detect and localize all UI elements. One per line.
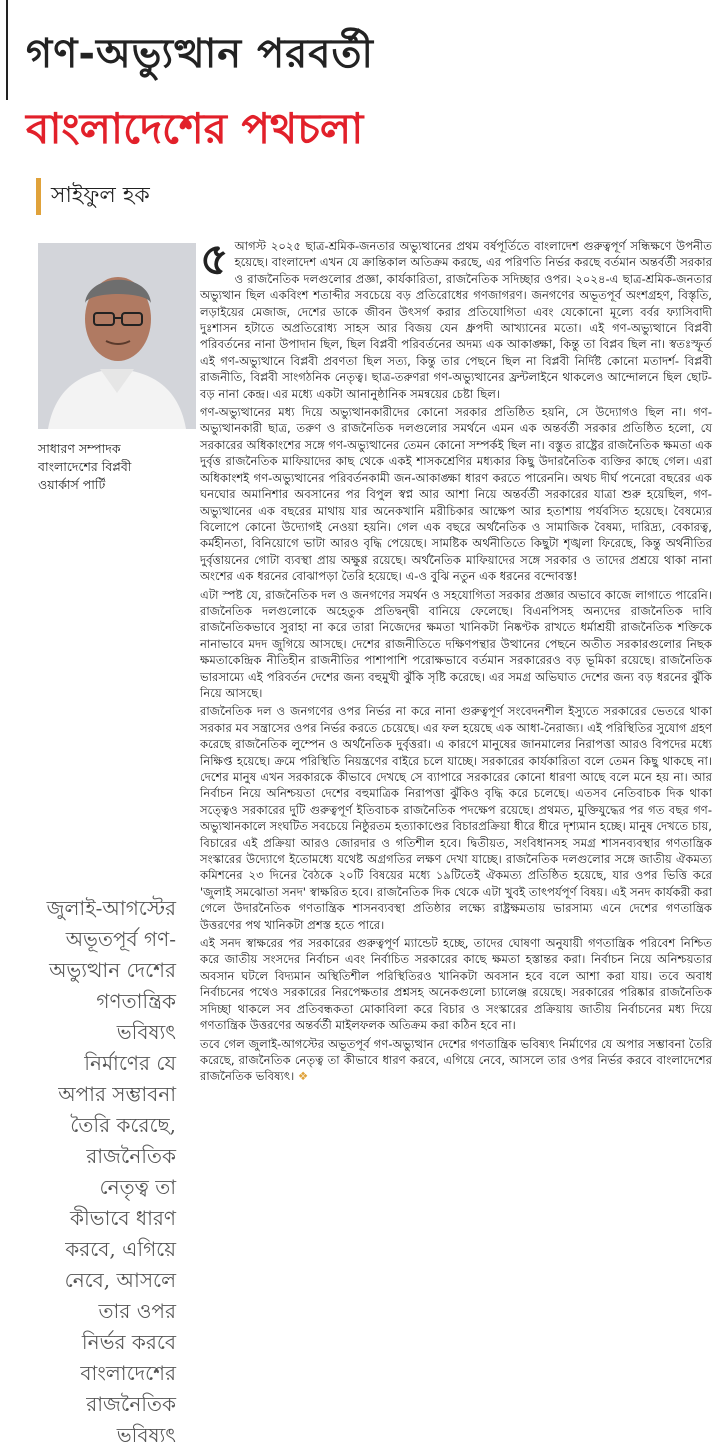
pull-quote-line: তৈরি করেছে,: [70, 1113, 176, 1137]
pull-quote-line: অপার সম্ভাবনা: [58, 1082, 176, 1106]
article-paragraph: এই সনদ স্বাক্ষরের পর সরকারের গুরুত্বপূর্ণ ম্যান্ডেট হচ্ছে, তাদের ঘোষণা অনুযায়ী গণতান্ত্রিক পরিবেশ নিশ্চিত করে জাতীয় সংসদের নির্বাচন এবং নির্বাচিত সরকারের কাছে ক্ষমতা হস্তান্তর করা। নির্বাচন নিয়ে অনিশ্চয়তার অবসান ঘটলে বিদ্যমান অস্থিতিশীল পরিস্থিতিরও খানিকটা অবসান হবে বলে আশা করা যায়। তবে অবাধ নির্বাচনের পথেও সরকারের নিরপেক্ষতার প্রশ্নসহ অনেকগুলো চ্যালেঞ্জ রয়েছে। সরকারের পরিষ্কার রাজনৈতিক সদিচ্ছা থাকলে সব প্রতিবন্ধকতা মোকাবিলা করে বিচার ও সংস্কারের প্রক্রিয়ায় জাতীয় নির্বাচনের মধ্য দিয়ে গণতান্ত্রিক উত্তরণের অন্তর্বর্তী মাইলফলক অতিক্রম করা কঠিন হবে না।: [200, 936, 712, 1033]
pull-quote-line: ভবিষ্যৎ: [116, 1020, 176, 1044]
pull-quote-line: অভূতপূর্ব গণ-: [65, 927, 176, 951]
end-of-article-icon: ❖: [297, 1069, 309, 1084]
pull-quote-line: গণতান্ত্রিক: [96, 989, 176, 1013]
designation-line: ওয়ার্কার্স পার্টি: [38, 477, 106, 492]
drop-cap: ৫: [200, 234, 229, 285]
designation-line: বাংলাদেশের বিপ্লবী: [38, 459, 132, 474]
article-paragraph: এটা স্পষ্ট যে, রাজনৈতিক দল ও জনগণের সমর্থন ও সহযোগিতা সরকার প্রজ্ঞার অভাবে কাজে লাগাতে পারেনি। রাজনৈতিক দলগুলোকে অহেতুক প্রতিদ্বন্দ্বী বানিয়ে ফেলেছে। বিএনপিসহ অন্যদের রাজনৈতিক দাবি রাজনৈতিকভাবে সুরাহা না করে তারা নিজেদের ক্ষমতা খানিকটা নিষ্কণ্টক রাখতে ধর্মাশ্রয়ী রাজনৈতিক শক্তিকে নানাভাবে মদদ জুগিয়ে আসছে। দেশের রাজনীতিতে দক্ষিণপন্থার উত্থানের পেছনে অতীত সরকারগুলোর নিছক ক্ষমতাকেন্দ্রিক নীতিহীন রাজনীতির পাশাপাশি পরোক্ষভাবে বর্তমান সরকারেরও বড় ভূমিকা রয়েছে। রাজনৈতিক ভারসাম্যে এই পরিবর্তন দেশের জন্য বহুমুখী ঝুঁকি সৃষ্টি করেছে। এর সমগ্র অভিঘাত দেশের জন্য বড় ধরনের ঝুঁকি নিয়ে আসছে।: [200, 587, 712, 700]
pull-quote-line: কীভাবে ধারণ: [69, 1206, 176, 1230]
pull-quote: [28, 893, 176, 1451]
pull-quote-line: বাংলাদেশের: [80, 1361, 176, 1385]
author-photo: [38, 243, 196, 429]
pull-quote-line: রাজনৈতিক: [86, 1144, 176, 1168]
paragraph-text: তবে গেল জুলাই-আগস্টের অভূতপূর্ব গণ-অভ্যুত্থান দেশের গণতান্ত্রিক ভবিষ্যৎ নির্মাণের যে অপার সম্ভাবনা তৈরি করেছে, রাজনৈতিক নেতৃত্ব তা কীভাবে ধারণ করবে, এগিয়ে নেবে, আসলে তার ওপর নির্ভর করবে বাংলাদেশের রাজনৈতিক ভবিষ্যৎ।: [200, 1036, 712, 1084]
pull-quote-line: করবে, এগিয়ে: [65, 1237, 176, 1261]
pull-quote-line: জুলাই-আগস্টের: [46, 896, 176, 920]
pull-quote-line: তার ওপর: [98, 1299, 176, 1323]
pull-quote-line: অভ্যুত্থান দেশের: [49, 958, 176, 982]
left-rule-divider: [6, 0, 8, 100]
author-byline: সাইফুল হক: [36, 178, 150, 215]
article-body: [200, 234, 712, 1087]
designation-line: সাধারণ সম্পাদক: [38, 441, 121, 456]
pull-quote-line: নির্মাণের যে: [84, 1051, 176, 1075]
pull-quote-line: নেবে, আসলে: [64, 1268, 176, 1292]
paragraph-text: আগস্ট ২০২৫ ছাত্র-শ্রমিক-জনতার অভ্যুত্থানের প্রথম বর্ষপূর্তিতে বাংলাদেশ গুরুত্বপূর্ণ সন্ধিক্ষণে উপনীত হয়েছে। বাংলাদেশ এখন যে ক্রান্তিকাল অতিক্রম করছে, এর পরিণতি নির্ভর করছে বর্তমান অন্তর্বর্তী সরকার ও রাজনৈতিক দলগুলোর প্রজ্ঞা, কার্যকারিতা, রাজনৈতিক সদিচ্ছার ওপর। ২০২৪-এ ছাত্র-শ্রমিক-জনতার অভ্যুত্থান ছিল একবিংশ শতাব্দীর সবচেয়ে বড় প্রতিরোধের গণজাগরণ। জনগণের অভূতপূর্ব অংশগ্রহণ, বিস্তৃতি, লড়াইয়ের মেজাজ, দেশের ডাকে জীবন উৎসর্গ করার প্রতিযোগিতা এবং যেকোনো মূল্যে বর্বর ফ্যাসিবাদী দুঃশাসন হটাতে অপ্রতিরোধ্য সাহস আর বিজয় যেন ধ্রুপদী আখ্যানের মতো। এই গণ-অভ্যুত্থানে বিপ্লবী পরিবর্তনের নানা উপাদান ছিল, ছিল বিপ্লবী পরিবর্তনের অদম্য এক আকাঙ্ক্ষা, কিন্তু তা বিপ্লব ছিল না। স্বতঃস্ফূর্ত এই গণ-অভ্যুত্থানে বিপ্লবী প্রবণতা ছিল সত্য, কিন্তু তার পেছনে ছিল না বিপ্লবী নির্দিষ্ট কোনো মতাদর্শ- বিপ্লবী রাজনীতি, বিপ্লবী সাংগঠনিক নেতৃত্ব। ছাত্র-তরুণরা গণ-অভ্যুত্থানের ফ্রন্টলাইনে থাকলেও আন্দোলনে ছিল ছোট-বড় নানা কেন্দ্র। এর মধ্যে একটা আনানুষ্ঠানিক সমন্বয়ের চেষ্টা ছিল।: [200, 239, 712, 401]
pull-quote-line: নির্ভর করবে: [81, 1330, 176, 1354]
article-paragraph: রাজনৈতিক দল ও জনগণের ওপর নির্ভর না করে নানা গুরুত্বপূর্ণ সংবেদনশীল ইস্যুতে সরকারের ভেতরে থাকা সরকার মব সন্ত্রাসের ওপর নির্ভর করতে চেয়েছে। এর ফল হয়েছে এক আধা-নৈরাজ্য। এই পরিস্থিতির সুযোগ গ্রহণ করেছে রাজনৈতিক লুম্পেন ও অর্থনৈতিক দুর্বৃত্তরা। এ কারণে মানুষের জানমালের নিরাপত্তা আরও বিপদের মধ্যে নিক্ষিপ্ত হয়েছে। ক্রমে পরিস্থিতি নিয়ন্ত্রণের বাইরে চলে যাচ্ছে। সরকারের কার্যকারিতা বলে তেমন কিছু থাকছে না। দেশের মানুষ এখন সরকারকে কীভাবে দেখছে সে ব্যাপারে সরকারের কোনো ধারণা আছে বলে মনে হয় না। আর নির্বাচন নিয়ে অনিশ্চয়তা দেশের বহুমাত্রিক নিরাপত্তা ঝুঁকিও বৃদ্ধি করে চলেছে। এতসব নেতিবাচক দিক থাকা সত্ত্বেও সরকারের দুটি গুরুত্বপূর্ণ ইতিবাচক রাজনৈতিক পদক্ষেপ রয়েছে। প্রথমত, মুক্তিযুদ্ধের পর গত বছর গণ-অভ্যুত্থানকালে সংঘটিত সবচেয়ে নিষ্ঠুরতম হত্যাকাণ্ডের বিচারপ্রক্রিয়া ধীরে ধীরে দৃশ্যমান হচ্ছে। মানুষ দেখতে চায়, বিচারের এই প্রক্রিয়া আরও জোরদার ও গতিশীল হবে। দ্বিতীয়ত, সংবিধানসহ সমগ্র শাসনব্যবস্থার গণতান্ত্রিক সংস্কারের উদ্যোগে ইতোমধ্যে যথেষ্ট অগ্রগতির লক্ষণ দেখা যাচ্ছে। রাজনৈতিক দলগুলোর সঙ্গে জাতীয় ঐকমত্য কমিশনের ২৩ দিনের বৈঠকে ২০টি বিষয়ের মধ্যে ১৯টিতেই ঐকমত্য প্রতিষ্ঠিত হয়েছে, যার ওপর ভিত্তি করে 'জুলাই সমঝোতা সনদ' স্বাক্ষরিত হবে। রাজনৈতিক দিক থেকে এটা খুবই তাৎপর্যপূর্ণ বিষয়। এই সনদ কার্যকরী করা গেলে উদারনৈতিক গণতান্ত্রিক শাসনব্যবস্থা প্রতিষ্ঠার লক্ষ্যে রাষ্ট্রক্ষমতায় ভারসাম্য এনে দেশের গণতান্ত্রিক উত্তরণের পথ খানিকটা প্রশস্ত হতে পারে।: [200, 704, 712, 932]
pull-quote-line: ভবিষ্যৎ: [116, 1423, 176, 1447]
article-paragraph: গণ-অভ্যুত্থানের মধ্য দিয়ে অভ্যুত্থানকারীদের কোনো সরকার প্রতিষ্ঠিত হয়নি, সে উদ্যোগও ছিল না। গণ-অভ্যুত্থানকারী ছাত্র, তরুণ ও রাজনৈতিক দলগুলোর সমর্থনে এমন এক অন্তর্বর্তী সরকার প্রতিষ্ঠিত হলো, যে সরকারের অধিকাংশের সঙ্গে গণ-অভ্যুত্থানের তেমন কোনো সম্পর্কই ছিল না। বস্তুত রাষ্ট্রের রাজনৈতিক ক্ষমতা এক দুর্বৃত্ত রাজনৈতিক মাফিয়াদের কাছ থেকে একই শাসকশ্রেণির মধ্যকার কিছু উদারনৈতিক ব্যক্তির কাছে গেল। এরা অধিকাংশই গণ-অভ্যুত্থানের পরিবর্তনকামী জন-আকাঙ্ক্ষা ধারণ করতে পারেননি। অথচ দীর্ঘ পনেরো বছরের এক ঘনঘোর অমানিশার অবসানের পর বিপুল স্বপ্ন আর আশা নিয়ে অন্তর্বর্তী সরকারের যাত্রা শুরু হয়েছিল, গণ-অভ্যুত্থানের এক বছরের মাথায় যার অনেকখানি মরীচিকার আক্ষেপ আর হতাশায় পর্যবসিত হয়েছে। বৈষম্যের বিলোপে কোনো উদ্যোগই নেওয়া হয়নি। গেল এক বছরে অর্থনৈতিক ও সামাজিক বৈষম্য, দারিদ্র্য, বেকারত্ব, কর্মহীনতা, বিনিয়োগে ভাটা আরও বৃদ্ধি পেয়েছে। সামষ্টিক অর্থনীতিতে কিছুটা শৃঙ্খলা ফিরেছে, কিন্তু অর্থনীতির দুর্বৃত্তায়নের গোটা ব্যবস্থা প্রায় অক্ষুণ্ণ রয়েছে। অর্থনৈতিক মাফিয়াদের সঙ্গে সরকার ও তাদের প্রশ্রয়ে থাকা নানা অংশের এক ধরনের বোঝাপড়া তৈরি হয়েছে। এ-ও বুঝি নতুন এক ধরনের বন্দোবস্ত!: [200, 405, 712, 584]
article-paragraph: [200, 1036, 712, 1085]
pull-quote-line: নেতৃত্ব তা: [99, 1175, 176, 1199]
article-paragraph: [200, 234, 712, 402]
headline-line-1: গণ-অভ্যুত্থান পরবর্তী: [26, 31, 374, 77]
author-designation: [38, 440, 203, 494]
headline-line-2: বাংলাদেশের পথচলা: [26, 104, 364, 153]
pull-quote-line: রাজনৈতিক: [86, 1392, 176, 1416]
